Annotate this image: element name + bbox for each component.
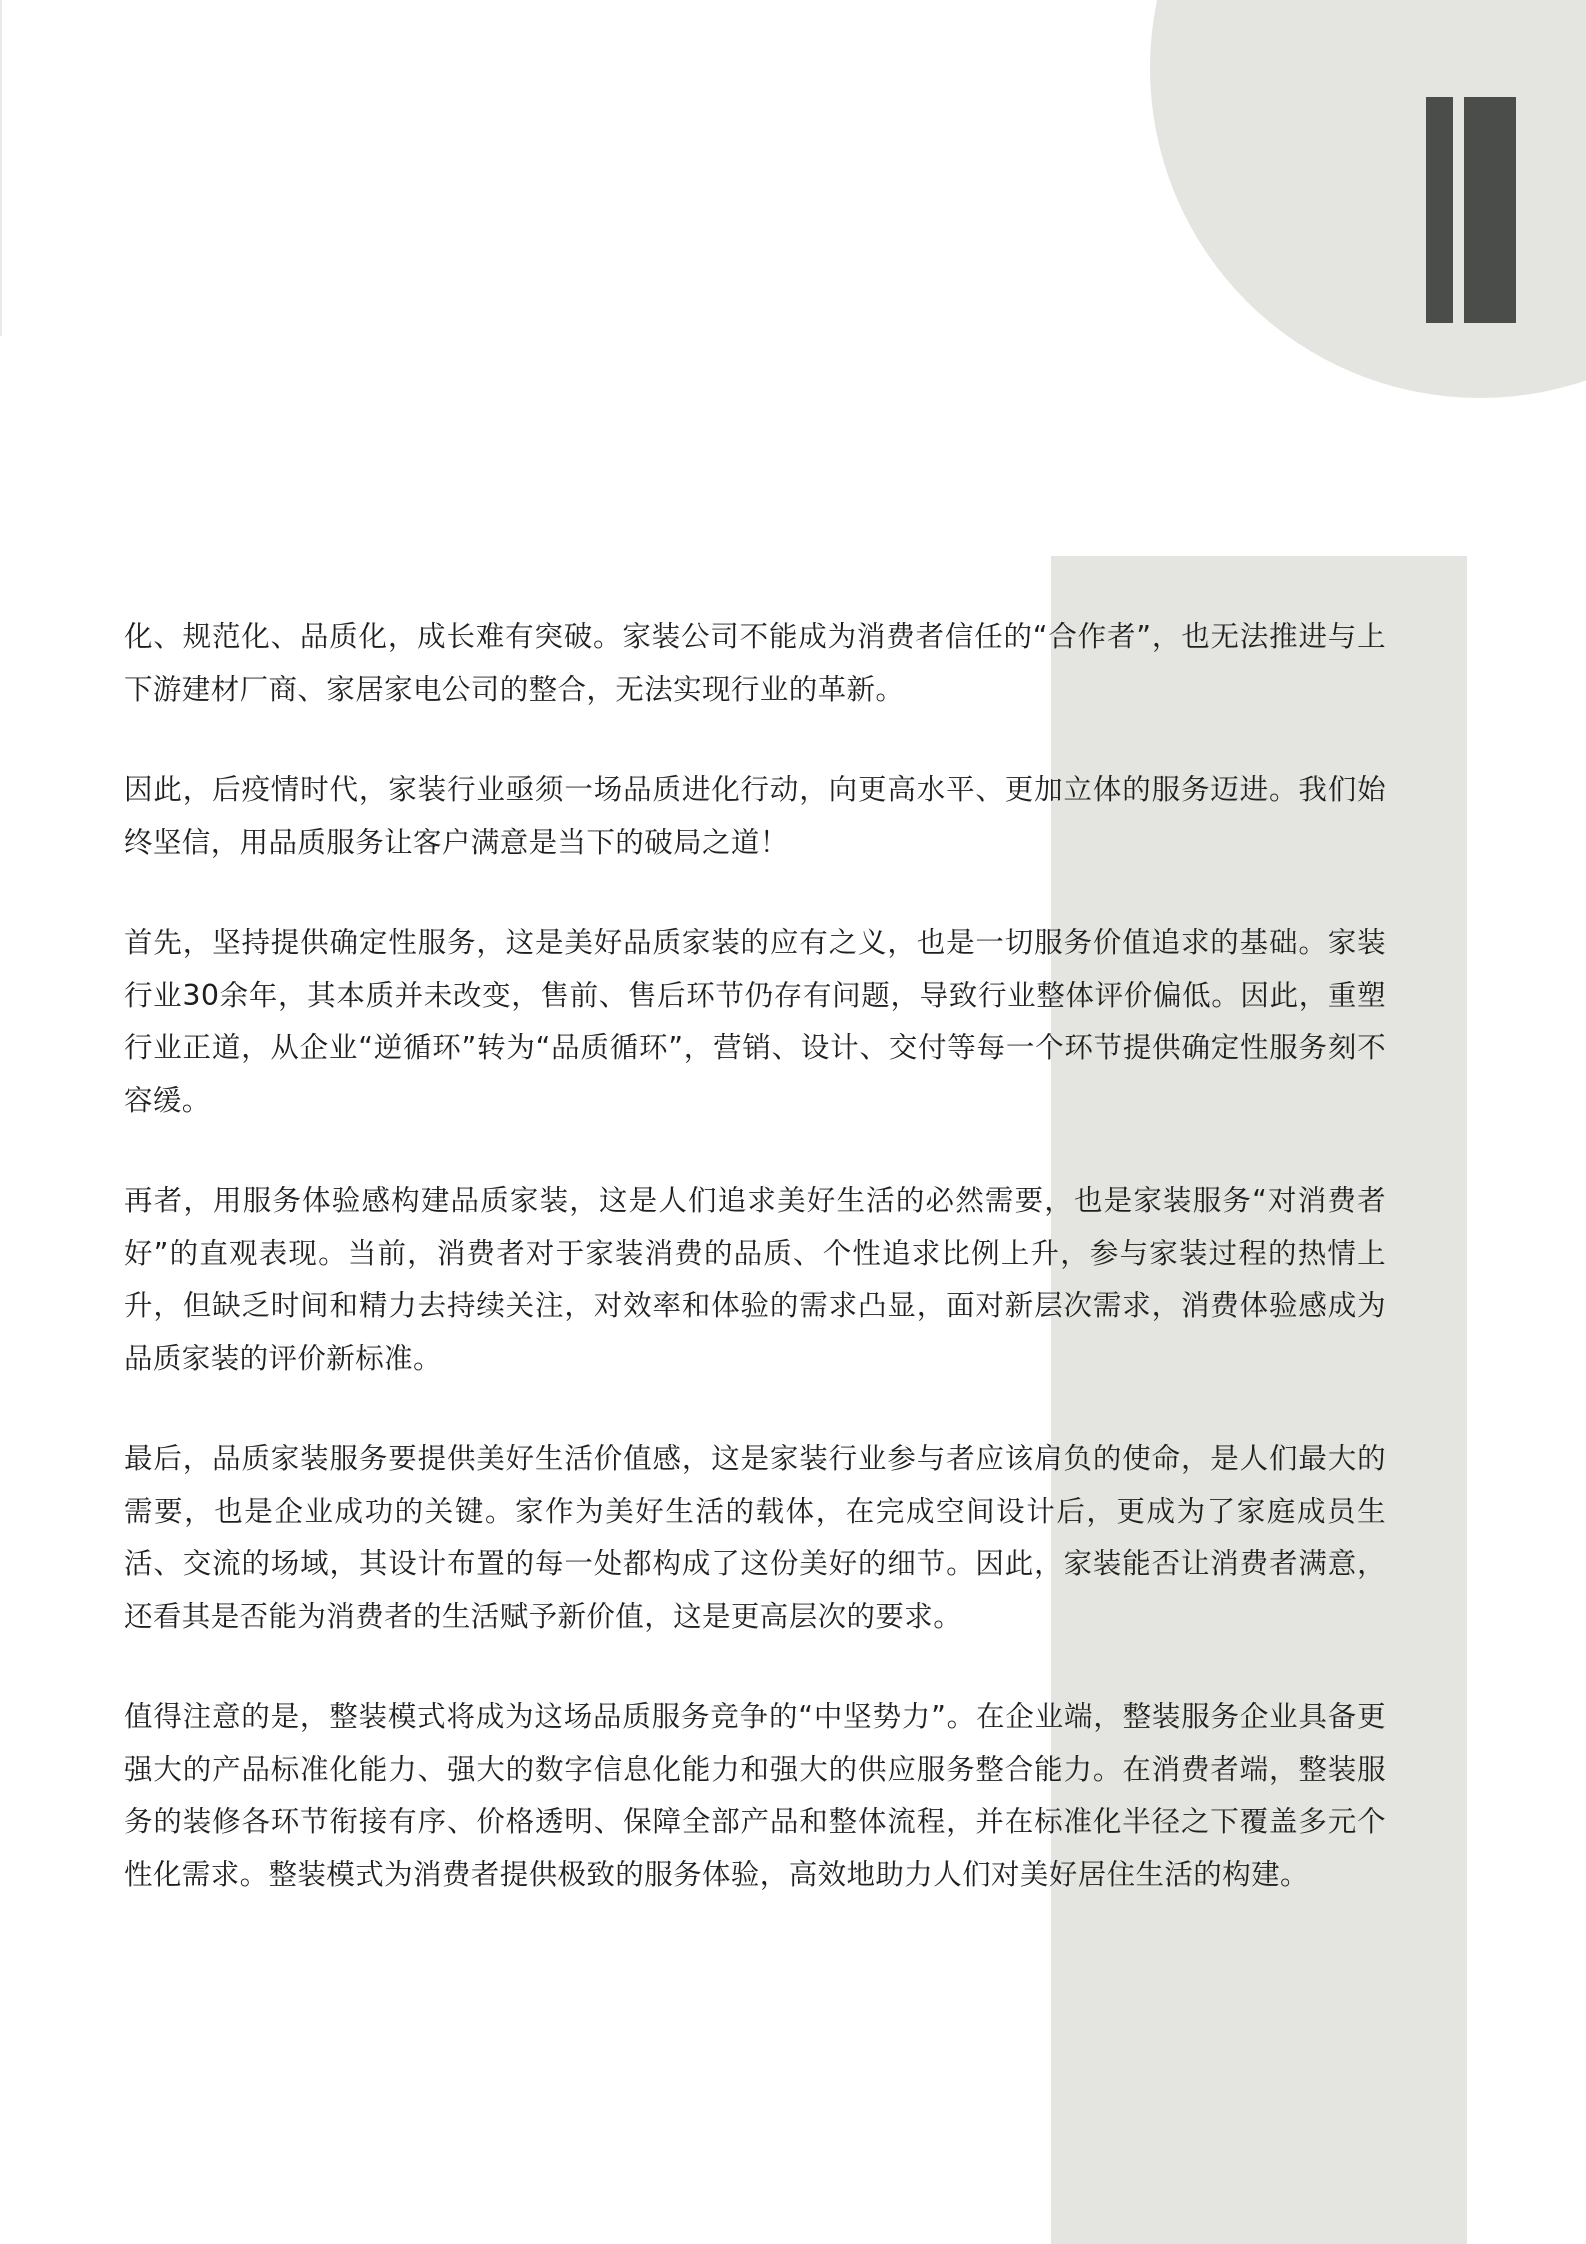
paragraph-6: 值得注意的是，整装模式将成为这场品质服务竞争的“中坚势力”。在企业端，整装服务企业具备更强大的产品标准化能力、强大的数字信息化能力和强大的供应服务整合能力。在消费者端，整装服务的装修各环节衔接有序、价格透明、保障全部产品和整体流程，并在标准化半径之下覆盖多元个性化需求。整装模式为消费者提供极致的服务体验，高效地助力人们对美好居住生活的构建。 <box>124 1700 1386 1891</box>
chapter-mark-bar-left <box>1426 97 1453 323</box>
corner-circle-decoration <box>1150 0 1586 398</box>
paragraph-2: 因此，后疫情时代，家装行业亟须一场品质进化行动，向更高水平、更加立体的服务迈进。我们始终坚信，用品质服务让客户满意是当下的破局之道！ <box>124 773 1386 859</box>
paragraph-1: 化、规范化、品质化，成长难有突破。家装公司不能成为消费者信任的“合作者”，也无法推进与上下游建材厂商、家居家电公司的整合，无法实现行业的革新。 <box>124 620 1386 706</box>
body-text <box>124 611 1386 1949</box>
paragraph-4: 再者，用服务体验感构建品质家装，这是人们追求美好生活的必然需要，也是家装服务“对消费者好”的直观表现。当前，消费者对于家装消费的品质、个性追求比例上升，参与家装过程的热情上升，但缺乏时间和精力去持续关注，对效率和体验的需求凸显，面对新层次需求，消费体验感成为品质家装的评价新标准。 <box>124 1184 1386 1375</box>
chapter-mark-bar-right <box>1464 97 1516 323</box>
page-edge-line <box>0 0 2 336</box>
paragraph-5: 最后，品质家装服务要提供美好生活价值感，这是家装行业参与者应该肩负的使命，是人们最大的需要，也是企业成功的关键。家作为美好生活的载体，在完成空间设计后，更成为了家庭成员生活、交流的场域，其设计布置的每一处都构成了这份美好的细节。因此，家装能否让消费者满意，还看其是否能为消费者的生活赋予新价值，这是更高层次的要求。 <box>124 1442 1386 1633</box>
paragraph-3: 首先，坚持提供确定性服务，这是美好品质家装的应有之义，也是一切服务价值追求的基础。家装行业30余年，其本质并未改变，售前、售后环节仍存有问题，导致行业整体评价偏低。因此，重塑行业正道，从企业“逆循环”转为“品质循环”，营销、设计、交付等每一个环节提供确定性服务刻不容缓。 <box>124 926 1386 1117</box>
